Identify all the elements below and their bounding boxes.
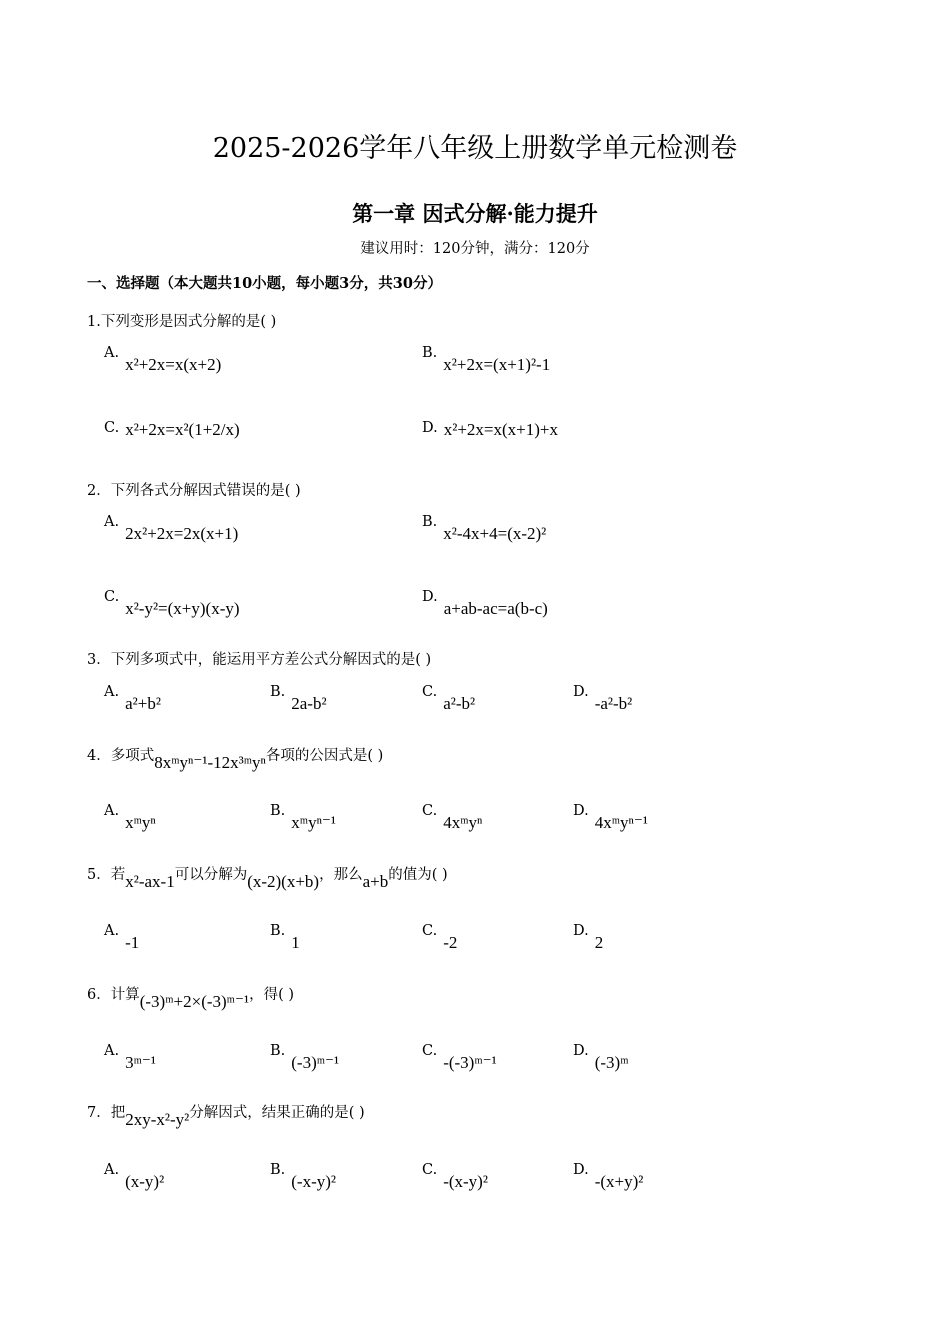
question-stem: 3．下列多项式中，能运用平方差公式分解因式的是( ): [87, 652, 432, 668]
option-label: B.: [422, 345, 438, 361]
option-b[interactable]: [422, 345, 550, 375]
option-expression: a²-b²: [443, 694, 476, 713]
stem-expression: (x-2)(x+b): [247, 872, 320, 891]
option-c[interactable]: [422, 684, 475, 714]
stem-text: 5．若: [87, 867, 126, 883]
option-expression: 4xᵐyⁿ: [443, 813, 483, 832]
option-label: B.: [270, 684, 286, 700]
option-b[interactable]: [270, 1043, 339, 1073]
option-label: D.: [573, 1043, 589, 1059]
option-b[interactable]: [422, 514, 546, 544]
option-label: D.: [573, 1162, 589, 1178]
stem-text: 的值为( ): [388, 867, 448, 883]
question-stem: [87, 744, 384, 772]
question-stem: [87, 1101, 365, 1129]
option-a[interactable]: [104, 1162, 164, 1192]
option-label: A.: [104, 803, 120, 819]
option-c[interactable]: [422, 1162, 488, 1192]
option-label: A.: [104, 514, 120, 530]
option-expression: -(-3)ᵐ⁻¹: [443, 1053, 497, 1072]
option-expression: (-3)ᵐ⁻¹: [291, 1053, 340, 1072]
option-expression: x²-4x+4=(x-2)²: [443, 524, 547, 543]
question-stem: 2．下列各式分解因式错误的是( ): [87, 483, 301, 499]
stem-expression: 2xy-x²-y²: [125, 1110, 190, 1129]
option-label: C.: [422, 1162, 438, 1178]
option-d[interactable]: [422, 589, 548, 619]
option-expression: 1: [291, 933, 300, 952]
option-d[interactable]: [573, 1043, 629, 1073]
option-label: C.: [422, 684, 438, 700]
section-heading: 一、选择题（本大题共10小题，每小题3分，共30分）: [87, 275, 442, 292]
option-a[interactable]: [104, 345, 221, 375]
option-expression: 2x²+2x=2x(x+1): [125, 524, 239, 543]
exam-info: 建议用时：120分钟，满分：120分: [360, 241, 590, 257]
option-a[interactable]: [104, 923, 139, 953]
option-label: B.: [422, 514, 438, 530]
option-label: A.: [104, 923, 120, 939]
stem-expression: x²-ax-1: [125, 872, 175, 891]
option-label: A.: [104, 1162, 120, 1178]
option-expression: -a²-b²: [594, 694, 633, 713]
option-b[interactable]: [270, 923, 300, 953]
option-a[interactable]: [104, 1043, 156, 1073]
option-expression: x²+2x=x²(1+2/x): [125, 420, 240, 439]
option-expression: a²+b²: [125, 694, 161, 713]
stem-text: ，那么: [319, 867, 363, 883]
option-label: B.: [270, 923, 286, 939]
option-a[interactable]: [104, 514, 238, 544]
option-c[interactable]: [104, 420, 240, 440]
option-label: D.: [422, 420, 438, 436]
option-d[interactable]: [573, 803, 648, 833]
option-d[interactable]: [573, 923, 603, 953]
question-stem: [87, 863, 448, 891]
option-expression: -(x-y)²: [443, 1172, 488, 1191]
option-expression: 2a-b²: [291, 694, 327, 713]
option-c[interactable]: [104, 589, 240, 619]
stem-text: 分解因式，结果正确的是( ): [189, 1105, 365, 1121]
option-expression: -(x+y)²: [594, 1172, 644, 1191]
option-b[interactable]: [270, 684, 327, 714]
option-expression: xᵐyⁿ: [125, 813, 156, 832]
option-label: D.: [573, 923, 589, 939]
stem-expression: a+b: [362, 872, 389, 891]
stem-text: 各项的公因式是( ): [265, 748, 384, 764]
option-a[interactable]: [104, 803, 156, 833]
stem-text: 4．多项式: [87, 748, 155, 764]
option-expression: -1: [125, 933, 140, 952]
option-label: C.: [104, 589, 120, 605]
option-d[interactable]: [573, 1162, 643, 1192]
option-label: B.: [270, 1162, 286, 1178]
option-label: C.: [104, 420, 120, 436]
option-expression: x²+2x=x(x+1)+x: [443, 420, 558, 439]
option-label: A.: [104, 345, 120, 361]
option-expression: x²-y²=(x+y)(x-y): [125, 599, 240, 618]
option-expression: 4xᵐyⁿ⁻¹: [594, 813, 648, 832]
option-a[interactable]: [104, 684, 161, 714]
question-stem: [87, 983, 295, 1011]
stem-text: 6．计算: [87, 987, 140, 1003]
question-stem: 1.下列变形是因式分解的是( ): [87, 314, 277, 330]
option-label: B.: [270, 803, 286, 819]
stem-text: ，得( ): [249, 987, 295, 1003]
option-label: A.: [104, 1043, 120, 1059]
option-expression: 3ᵐ⁻¹: [125, 1053, 156, 1072]
option-expression: a+ab-ac=a(b-c): [443, 599, 548, 618]
option-expression: 2: [594, 933, 604, 952]
option-expression: (-3)ᵐ: [594, 1053, 629, 1072]
option-label: C.: [422, 923, 438, 939]
option-d[interactable]: [573, 684, 632, 714]
option-expression: (-x-y)²: [291, 1172, 337, 1191]
option-label: B.: [270, 1043, 286, 1059]
page-title: 2025-2026学年八年级上册数学单元检测卷: [212, 133, 738, 164]
option-c[interactable]: [422, 923, 457, 953]
stem-expression: 8xᵐyⁿ⁻¹-12x³ᵐyⁿ: [154, 753, 266, 772]
option-expression: x²+2x=x(x+2): [125, 355, 222, 374]
option-expression: (x-y)²: [125, 1172, 165, 1191]
option-label: A.: [104, 684, 120, 700]
option-expression: xᵐyⁿ⁻¹: [291, 813, 336, 832]
option-expression: -2: [443, 933, 458, 952]
option-label: C.: [422, 1043, 438, 1059]
stem-text: 可以分解为: [174, 867, 248, 883]
option-c[interactable]: [422, 803, 482, 833]
stem-expression: (-3)ᵐ+2×(-3)ᵐ⁻¹: [139, 992, 250, 1011]
chapter-subtitle: 第一章 因式分解·能力提升: [352, 201, 598, 226]
option-expression: x²+2x=(x+1)²-1: [443, 355, 551, 374]
option-d[interactable]: [422, 420, 558, 440]
option-label: D.: [573, 684, 589, 700]
option-b[interactable]: [270, 1162, 336, 1192]
stem-text: 7．把: [87, 1105, 126, 1121]
option-label: D.: [573, 803, 589, 819]
option-b[interactable]: [270, 803, 336, 833]
option-label: D.: [422, 589, 438, 605]
option-label: C.: [422, 803, 438, 819]
option-c[interactable]: [422, 1043, 497, 1073]
